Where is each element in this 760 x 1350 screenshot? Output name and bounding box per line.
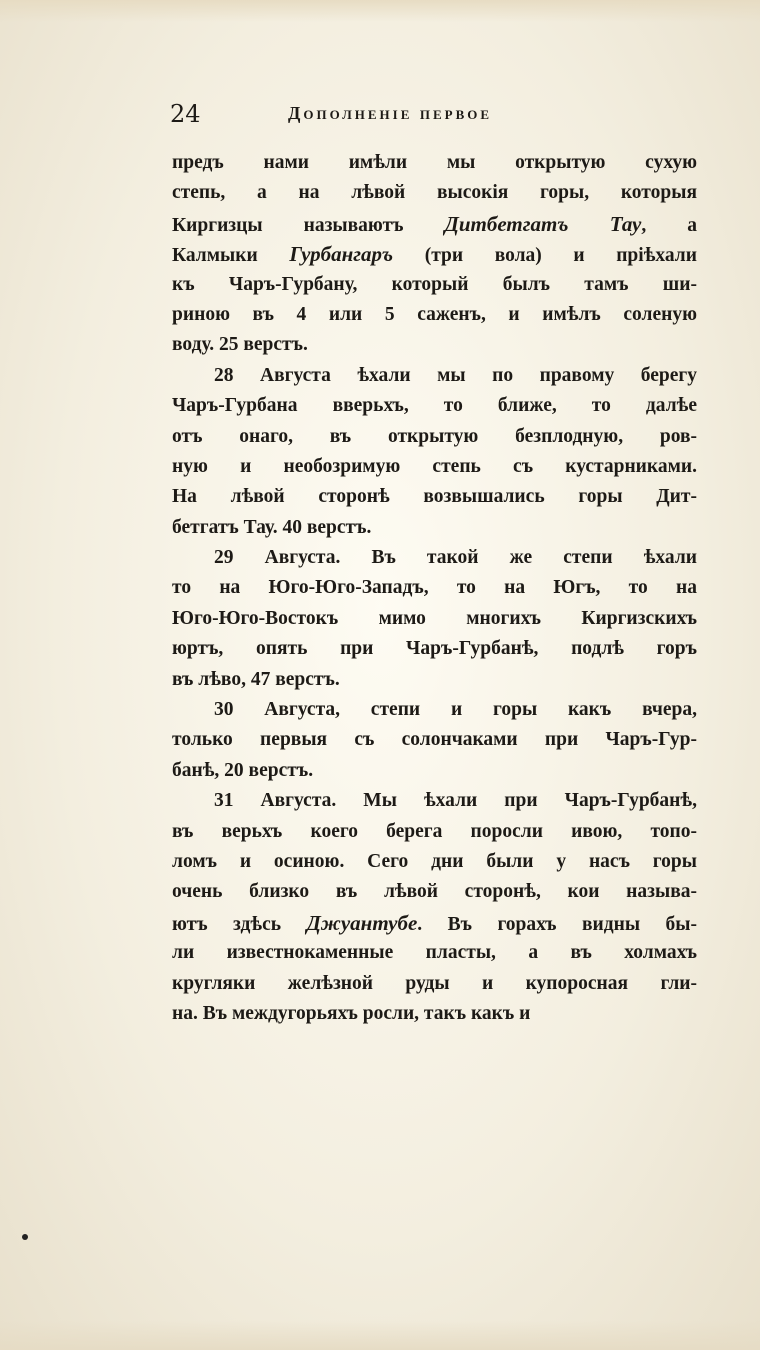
italic-term: Гурбангаръ xyxy=(289,242,394,267)
text-line xyxy=(172,756,697,786)
text-run: риною въ 4 или 5 саженъ, и имѣлъ соленую xyxy=(172,303,697,325)
text-run: къ Чаръ-Гурбану, который былъ тамъ ши- xyxy=(172,273,697,295)
text-line xyxy=(172,604,697,634)
page-top-edge xyxy=(0,0,760,22)
text-run: Чаръ-Гурбана вверьхъ, то ближе, то далѣе xyxy=(172,395,697,417)
text-line xyxy=(172,573,697,603)
text-run: воду. 25 верстъ. xyxy=(172,334,308,356)
text-line xyxy=(172,938,697,968)
text-line xyxy=(172,148,697,178)
text-line xyxy=(172,665,697,695)
text-run: только первыя съ солончаками при Чаръ-Гур- xyxy=(172,729,697,751)
text-run: бетгатъ Тау. 40 верстъ. xyxy=(172,516,372,538)
text-run: 30 Августа, степи и горы какъ вчера, xyxy=(214,699,697,721)
italic-term: Дитбетгатъ Тау xyxy=(444,211,642,236)
text-line xyxy=(172,908,697,938)
text-run: предъ нами имѣли мы открытую сухую xyxy=(172,152,697,173)
paragraph xyxy=(172,695,697,786)
text-line xyxy=(172,847,697,877)
text-run: , а xyxy=(641,214,698,236)
text-run: Киргизцы называютъ xyxy=(172,214,445,236)
paragraph xyxy=(172,543,697,695)
text-run: ломъ и осиною. Сего дни были у насъ горы xyxy=(172,850,697,872)
paragraph xyxy=(172,786,697,1029)
text-run: отъ онаго, въ открытую безплодную, ров- xyxy=(172,425,697,447)
text-run: На лѣвой сторонѣ возвышались горы Дит- xyxy=(172,486,697,508)
text-run: въ верьхъ коего берега поросли ивою, топо- xyxy=(172,820,697,842)
text-line xyxy=(172,330,697,360)
text-run: то на Юго-Юго-Западъ, то на Югъ, то на xyxy=(172,577,697,599)
italic-term: Джуантубе xyxy=(306,910,418,935)
text-run: Юго-Юго-Востокъ мимо многихъ Киргизскихъ xyxy=(172,607,697,629)
text-line xyxy=(172,634,697,664)
text-run: банѣ, 20 верстъ. xyxy=(172,759,314,781)
text-line xyxy=(172,969,697,999)
text-line xyxy=(172,300,697,330)
page-header xyxy=(170,100,700,134)
text-line xyxy=(172,361,697,391)
body-text xyxy=(172,148,697,1029)
text-run: 28 Августа ѣхали мы по правому берегу xyxy=(214,364,697,386)
text-line xyxy=(172,695,697,725)
text-line xyxy=(172,513,697,543)
text-line xyxy=(172,452,697,482)
text-run: очень близко въ лѣвой сторонѣ, кои называ- xyxy=(172,881,697,903)
text-line xyxy=(172,543,697,573)
text-run: 29 Августа. Въ такой же степи ѣхали xyxy=(214,547,697,569)
text-line xyxy=(172,725,697,755)
text-run: 31 Августа. Мы ѣхали при Чаръ-Гурбанѣ, xyxy=(214,790,697,812)
text-line xyxy=(172,178,697,208)
text-run: кругляки желѣзной руды и купоросная гли- xyxy=(172,972,697,994)
running-title: Дополненiе первое xyxy=(288,103,493,123)
text-run: степь, а на лѣвой высокiя горы, которыя xyxy=(172,182,697,204)
text-run: Калмыки xyxy=(172,245,290,267)
page-bottom-edge xyxy=(0,1320,760,1350)
paragraph xyxy=(172,148,697,361)
paragraph xyxy=(172,361,697,543)
text-run: въ лѣво, 47 верстъ. xyxy=(172,668,340,690)
text-line xyxy=(172,877,697,907)
page-number: 24 xyxy=(170,100,201,128)
text-run: . Въ горахъ видны бы- xyxy=(417,913,697,935)
text-line xyxy=(172,270,697,300)
text-run: ютъ здѣсь xyxy=(172,913,307,935)
text-line xyxy=(172,817,697,847)
text-run: (три вола) и прiѣхали xyxy=(393,245,697,267)
text-run: на. Въ междугорьяхъ росли, такъ какъ и xyxy=(172,1002,531,1024)
text-run: ли известнокаменные пласты, а въ холмахъ xyxy=(172,942,697,964)
text-line xyxy=(172,999,697,1029)
text-line xyxy=(172,391,697,421)
ink-speck xyxy=(22,1234,28,1240)
text-line xyxy=(172,786,697,816)
text-line xyxy=(172,239,697,269)
text-run: юртъ, опять при Чаръ-Гурбанѣ, подлѣ горъ xyxy=(172,638,697,660)
text-run: ную и необозримую степь съ кустарниками. xyxy=(172,455,697,477)
text-line xyxy=(172,209,697,239)
text-line xyxy=(172,422,697,452)
text-line xyxy=(172,482,697,512)
